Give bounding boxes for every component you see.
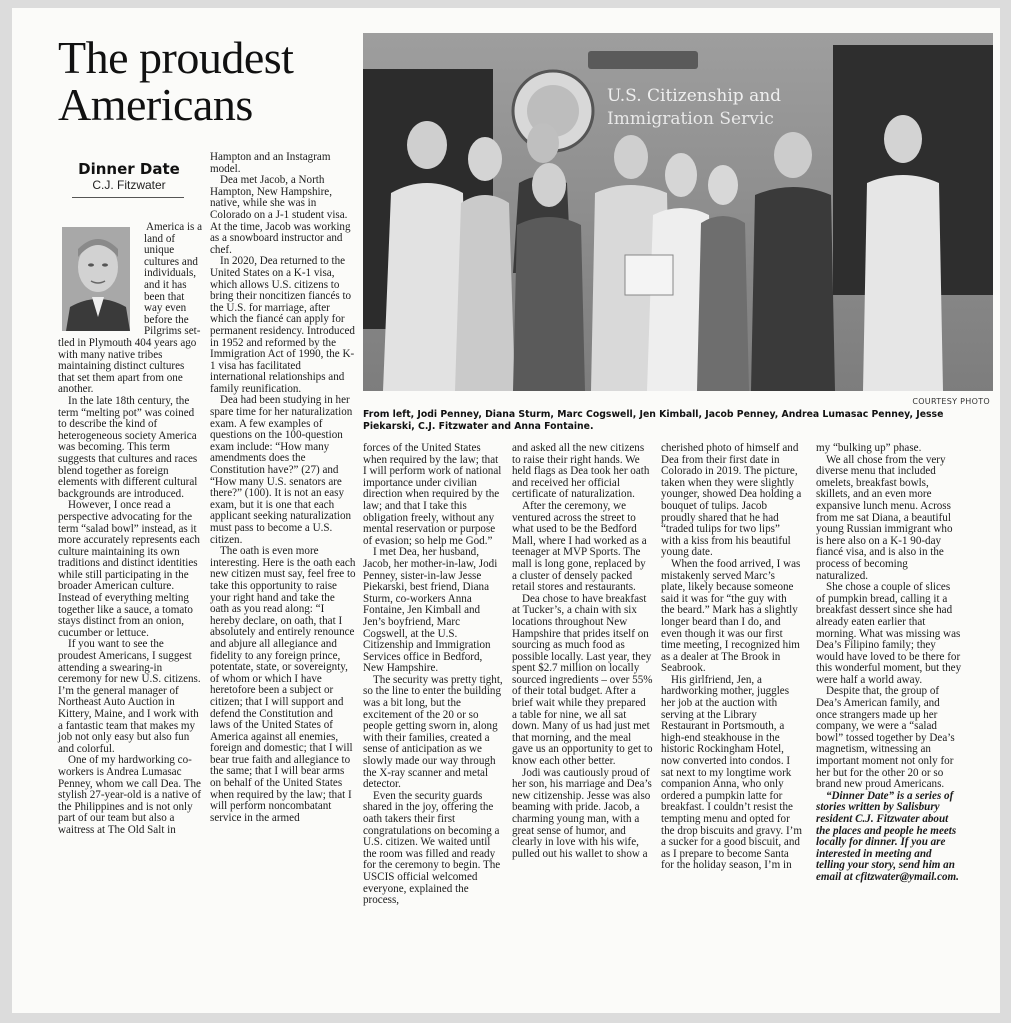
paragraph: Even the security guards shared in the joy, offering the oath takers their first congratulations on becoming a U.S. citizen. We waited until the room was filled and ready for the ceremony to begin. The USCIS official welcomed everyone, explained the process, — [363, 789, 501, 907]
paragraph: and asked all the new citizens to raise their right hands. We held flags as Dea took her oath and received her official certificate of naturalization. — [512, 442, 650, 501]
paragraph: my “bulking up” phase. — [816, 442, 922, 454]
column-5 — [661, 443, 802, 872]
photo-sign-text-2: Immigration Servic — [607, 109, 774, 129]
paragraph: In the late 18th century, the term “melting pot” was coined to describe the kind of heterogeneous society America was becoming. This term suggests that cultures and races blend together as foreign elements with different cultural backgrounds are introduced. — [58, 394, 198, 500]
column-1-wrap — [144, 222, 204, 338]
lead-paragraph-start: America is a land of unique cultures and individuals, and it has been that way even before the Pilgrims set- — [144, 221, 203, 338]
paragraph: cherished photo of himself and Dea from their first date in Colorado in 2019. The picture, taken when they were slightly younger, showed Dea holding a bouquet of tulips. Jacob proudly shared that he had “traded tulips for two lips” with a kiss from his beautiful young date. — [661, 442, 802, 559]
headline — [58, 34, 358, 128]
photo-sign-text: U.S. Citizenship and — [607, 86, 782, 106]
paragraph: Despite that, the group of Dea’s American family, and once strangers made up her company, we were a “salad bowl” tossed together by Dea’s magnetism, witnessing an important moment not only for her but for the other 20 or so brand new proud Americans. — [816, 685, 955, 791]
column-1 — [58, 338, 203, 837]
column-3 — [363, 443, 504, 907]
paragraph: If you want to see the proudest Americans, I suggest attending a swearing-in ceremony for new U.S. citizens. I’m the general manager of Northeast Auto Auction in Kittery, Maine, and I work with a fantastic team that makes my job not only easy but also fun and colorful. — [58, 638, 201, 755]
paragraph: However, I once read a perspective advocating for the term “salad bowl” instead, as it more accurately represents each culture maintaining its own traditions and distinct identities while still participating in the broader American culture. Instead of everything melting together like a sauce, a tomato stays distinct from an onion, cucumber or lettuce. — [58, 499, 200, 639]
headline-line-1: The proudest — [58, 32, 294, 83]
byline-rule — [72, 197, 184, 198]
paragraph: One of my hardworking co-workers is Andrea Lumasac Penney, whom we call Dea. The stylish 27-year-old is a native of the Philippines and is not only part of our team but also a waitress at The Old Salt in — [58, 754, 202, 836]
paragraph: His girlfriend, Jen, a hardworking mother, juggles her job at the auction with serving at the Library Restaurant in Portsmouth, a high-end steakhouse in the historic Rockingham Hotel, now converted into condos. I sat next to my longtime work companion Anna, who only ordered a pumpkin latte for breakfast. I couldn’t resist the tempting menu and opted for the drop biscuits and gravy. I’m a sucker for a good biscuit, and as I prepare to become Santa for the holiday season, I’m in — [661, 673, 803, 872]
paragraph: After the ceremony, we ventured across the street to what used to be the Bedford Mall, where I had worked as a teenager at MVP Sports. The mall is long gone, replaced by a cluster of densely packed retail stores and restaurants. — [512, 499, 647, 594]
column-6 — [816, 443, 962, 884]
photo-credit: COURTESY PHOTO — [912, 397, 990, 406]
series-tagline: “Dinner Date” is a series of stories written by Salisbury resident C.J. Fitzwater about the places and people he meets locally for dinner. If you are interested in meeting and telling your story, send him an email at cfitzwater@ymail.com. — [816, 789, 959, 883]
paragraph: Dea met Jacob, a North Hampton, New Hampshire, native, while she was in Colorado on a J-1 student visa. At the time, Jacob was working as a snowboard instructor and chef. — [210, 174, 351, 256]
paragraph: The oath is even more interesting. Here is the oath each new citizen must say, feel free to take this opportunity to raise your right hand and take the oath as you read along: “I hereby declare, on oath, that I absolutely and entirely renounce and abjure all allegiance and fidelity to any foreign prince, potentate, state, or sovereignty, of whom or which I have heretofore been a subject or citizen; that I will support and defend the Constitution and laws of the United States of America against all enemies, foreign and domestic; that I will bear true faith and allegiance to the same; that I will bear arms on behalf of the United States when required by the law; that I will perform noncombatant service in the armed — [210, 545, 356, 824]
kicker: Dinner Date — [78, 160, 180, 178]
paragraph: Hampton and an Instagram model. — [210, 151, 331, 175]
paragraph: We all chose from the very diverse menu that included omelets, breakfast bowls, skillets, and an even more expansive lunch menu. Across from me sat Diana, a beautiful young Russian immigrant who is here also on a K-1 90-day fiancé visa, and is also in the process of becoming naturalized. — [816, 453, 953, 582]
photo-caption: From left, Jodi Penney, Diana Sturm, Marc Cogswell, Jen Kimball, Jacob Penney, Andrea Lumasac Penney, Jesse Piekarski, C.J. Fitzwater and Anna Fontaine. — [363, 409, 944, 432]
column-4 — [512, 443, 653, 860]
author-headshot — [62, 227, 130, 331]
paragraph: forces of the United States when required by the law; that I will perform work of national importance under civilian direction when required by the law; and that I take this obligation freely, without any mental reservation or purpose of evasion; so help me God.” — [363, 442, 502, 547]
headline-line-2: Americans — [58, 79, 253, 130]
paragraph: Jodi was cautiously proud of her son, his marriage and Dea’s new citizenship. Jesse was also beaming with pride. Jacob, a charming young man, with a great sense of humor, and clearly in love with his wife, pulled out his wallet to show a — [512, 766, 652, 860]
paragraph: I met Dea, her husband, Jacob, her mother-in-law, Jodi Penney, sister-in-law Jesse Piekarski, best friend, Diana Sturm, co-workers Anna Fontaine, Jen Kimball and Jen’s boyfriend, Marc Cogswell, at the U.S. Citizenship and Immigration Services office in Bedford, New Hampshire. — [363, 546, 498, 675]
ceremony-photo — [363, 33, 993, 391]
paragraph: The security was pretty tight, so the line to enter the building was a bit long, but the excitement of the 20 or so people getting sworn in, along with their families, created a sense of anticipation as we slowly made our way through the X-ray scanner and metal detector. — [363, 673, 503, 791]
column-header — [58, 160, 200, 192]
byline: C.J. Fitzwater — [92, 178, 166, 192]
paragraph: Dea chose to have breakfast at Tucker’s, a chain with six locations throughout New Hampshire that prides itself on sourcing as much food as possible locally. Last year, they spent $2.7 million on locally sourced ingredients – over 55% of their total budget. After a brief wait while they prepared a table for nine, we all sat down. Many of us had just met that morning, and the meal gave us an opportunity to get to know each other better. — [512, 592, 653, 768]
paragraph: In 2020, Dea returned to the United States on a K-1 visa, which allows U.S. citizens to bring their noncitizen fiancés to the U.S. for marriage, after which the fiancé can apply for permanent residency. Introduced in 1952 and reformed by the Immigration Act of 1990, the K-1 visa has facilitated international relationships and family reunification. — [210, 255, 355, 395]
column-2 — [210, 152, 356, 824]
paragraph: tled in Plymouth 404 years ago with many native tribes maintaining distinct cultures that set them apart from one another. — [58, 337, 197, 396]
paragraph: Dea had been studying in her spare time for her naturalization exam. A few examples of questions on the 100-question exam include: “How many amendments does the Constitution have?” (27) and “How many U.S. senators are there?” (100). It is not an easy exam, but it is one that each applicant seeking naturalization must pass to become a U.S. citizen. — [210, 394, 353, 546]
paragraph: When the food arrived, I was mistakenly served Marc’s plate, likely because someone said it was for “the guy with the beard.” Mark has a slightly longer beard than I do, and even though it was our first time meeting, I recognized him as a dealer at The Brook in Seabrook. — [661, 557, 801, 675]
paragraph: She chose a couple of slices of pumpkin bread, calling it a breakfast dessert since she had already eaten earlier that morning. What was missing was Dea’s Filipino family; they would have loved to be there for this wonderful moment, but they were half a world away. — [816, 581, 962, 686]
